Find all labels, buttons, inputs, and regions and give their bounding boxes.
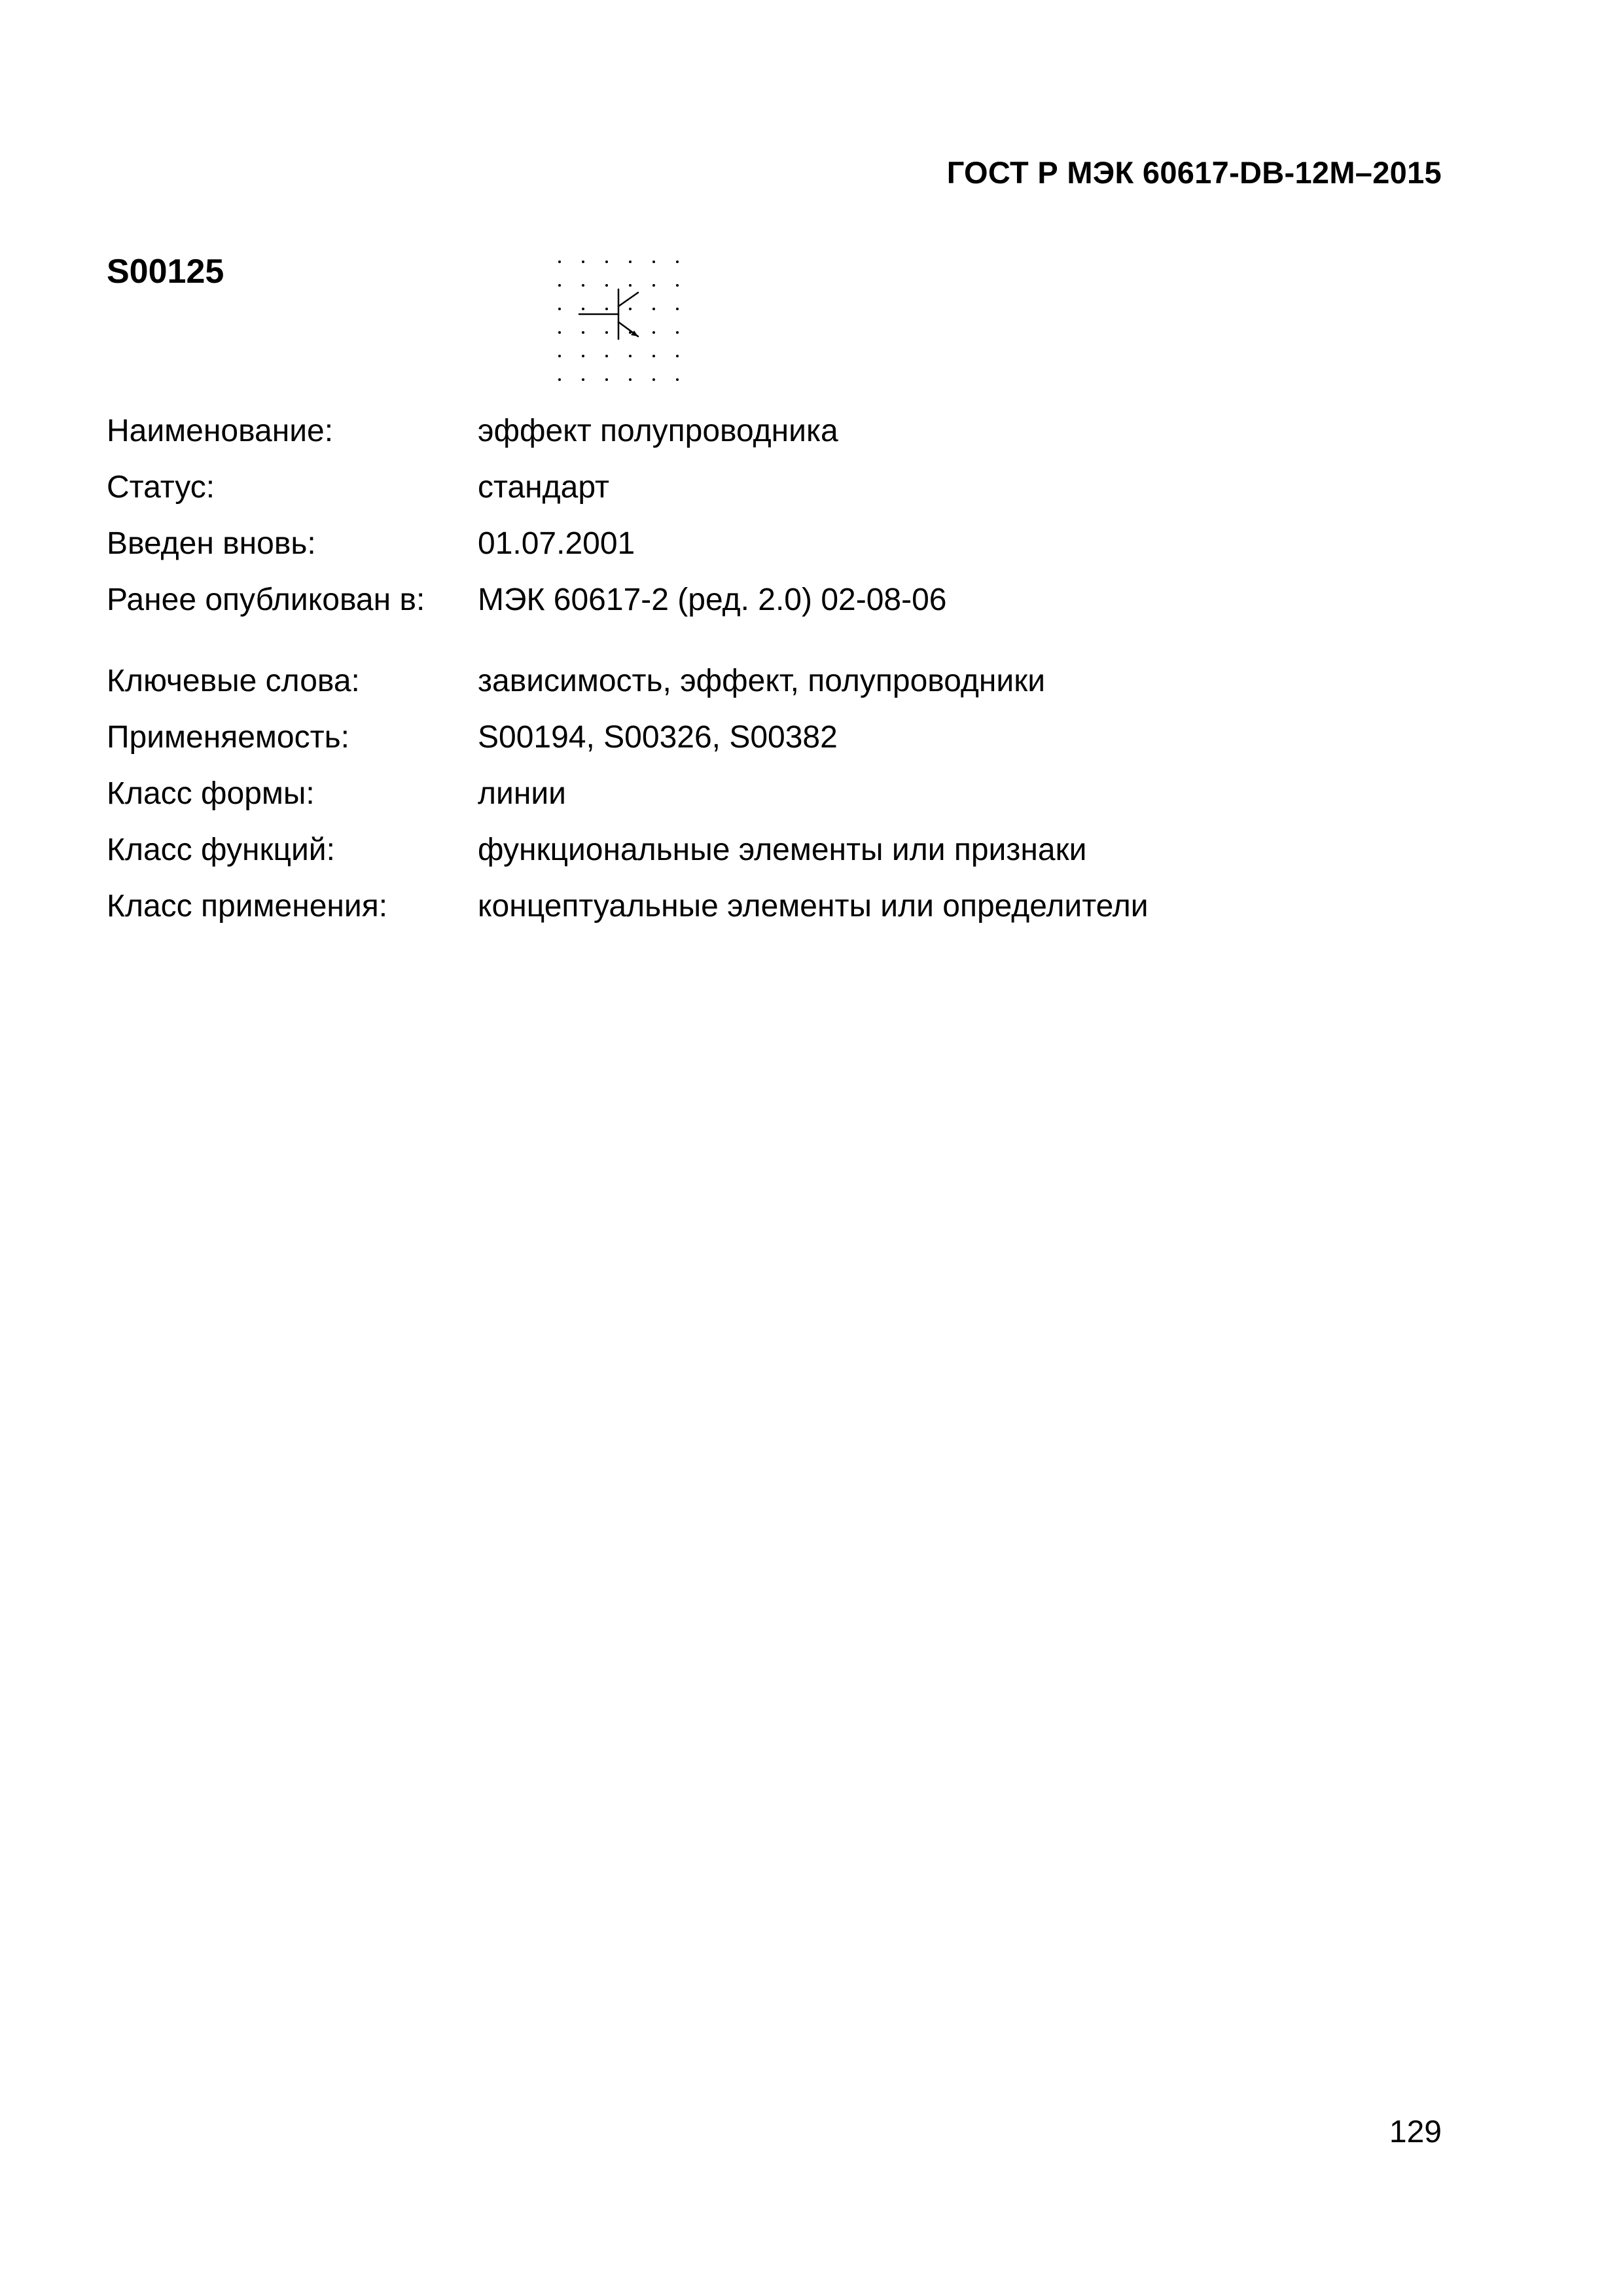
- grid-dot: [605, 260, 608, 263]
- grid-dot: [676, 260, 679, 263]
- property-label: Статус:: [107, 470, 215, 505]
- grid-dot: [558, 331, 561, 334]
- grid-dot: [558, 260, 561, 263]
- grid-dot: [582, 355, 584, 357]
- symbol-upper-branch: [618, 293, 638, 306]
- property-label: Ранее опубликован в:: [107, 583, 425, 617]
- grid-dot: [676, 308, 679, 310]
- grid-dot: [629, 260, 632, 263]
- property-value: МЭК 60617-2 (ред. 2.0) 02-08-06: [478, 583, 947, 617]
- grid-dot: [582, 260, 584, 263]
- property-value: функциональные элементы или признаки: [478, 833, 1087, 867]
- property-value: концептуальные элементы или определители: [478, 889, 1149, 924]
- grid-dot: [605, 331, 608, 334]
- grid-dot: [629, 284, 632, 287]
- property-value: 01.07.2001: [478, 526, 635, 561]
- grid-dot: [605, 308, 608, 310]
- grid-dot: [652, 355, 655, 357]
- grid-dot: [676, 331, 679, 334]
- grid-dot: [676, 378, 679, 381]
- grid-dot: [652, 308, 655, 310]
- property-label: Класс функций:: [107, 833, 335, 867]
- grid-dot: [558, 355, 561, 357]
- property-value: линии: [478, 776, 566, 811]
- property-label: Введен вновь:: [107, 526, 316, 561]
- property-value: S00194, S00326, S00382: [478, 720, 838, 755]
- grid-dot: [676, 284, 679, 287]
- grid-dot: [652, 331, 655, 334]
- symbol-id: S00125: [107, 253, 224, 291]
- page-number: 129: [1389, 2115, 1442, 2149]
- grid-dot: [558, 308, 561, 310]
- grid-dot: [582, 331, 584, 334]
- grid-dot: [582, 284, 584, 287]
- document-header: ГОСТ Р МЭК 60617-DB-12M–2015: [946, 155, 1442, 190]
- property-label: Применяемость:: [107, 720, 349, 755]
- grid-dot: [652, 378, 655, 381]
- grid-dot: [629, 308, 632, 310]
- grid-dot: [652, 260, 655, 263]
- property-label: Наименование:: [107, 414, 334, 448]
- grid-dot: [652, 284, 655, 287]
- property-value: зависимость, эффект, полупроводники: [478, 664, 1045, 698]
- property-value: эффект полупроводника: [478, 414, 838, 448]
- grid-dot: [605, 284, 608, 287]
- property-label: Класс применения:: [107, 889, 388, 924]
- grid-dot: [676, 355, 679, 357]
- grid-dot: [558, 378, 561, 381]
- grid-dot: [558, 284, 561, 287]
- grid-dot: [605, 378, 608, 381]
- grid-dot: [629, 355, 632, 357]
- grid-dot: [629, 378, 632, 381]
- property-label: Класс формы:: [107, 776, 315, 811]
- semiconductor-effect-symbol-icon: [553, 255, 684, 386]
- grid-dot: [582, 378, 584, 381]
- grid-dot: [605, 355, 608, 357]
- property-label: Ключевые слова:: [107, 664, 360, 698]
- grid-dot: [582, 308, 584, 310]
- property-value: стандарт: [478, 470, 609, 505]
